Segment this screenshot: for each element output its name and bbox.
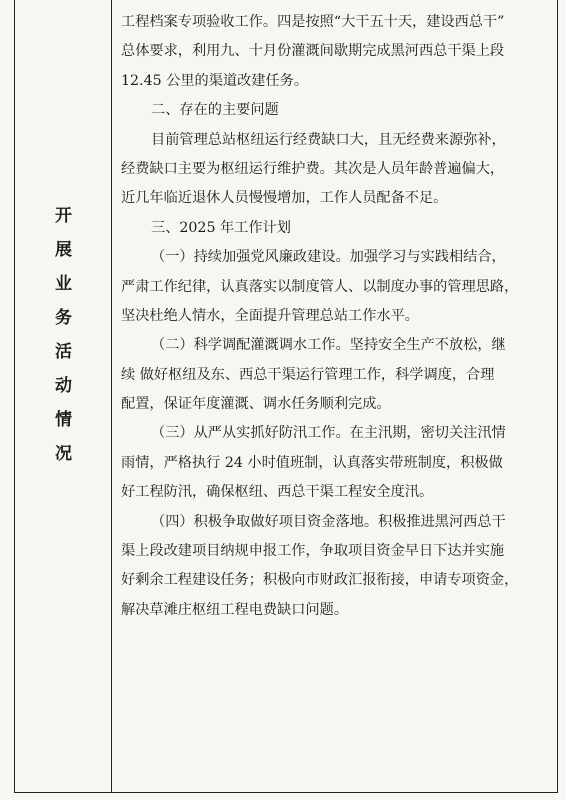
text-line: 坚决杜绝人情水，全面提升管理总站工作水平。 <box>121 307 419 324</box>
text-line: （二）科学调配灌溉调水工作。坚持安全生产不放松，继 <box>151 337 506 354</box>
section-heading: 三、2025 年工作计划 <box>151 219 291 236</box>
text-line: 好工程防汛，确保枢纽、西总干渠工程安全度汛。 <box>121 484 434 501</box>
row-label-char: 情 <box>55 410 72 430</box>
text-line: （三）从严从实抓好防汛工作。在主汛期，密切关注汛情 <box>151 425 506 442</box>
row-label-char: 务 <box>55 308 72 328</box>
row-label-char: 业 <box>55 274 72 294</box>
row-label-char: 活 <box>55 342 72 362</box>
row-label-cell <box>15 0 112 792</box>
text-line: 渠上段改建项目纳规申报工作，争取项目资金早日下达并实施 <box>121 543 505 560</box>
text-line: 工程档案专项验收工作。四是按照“大干五十天，建设西总干” <box>121 14 505 30</box>
text-line: 12.45 公里的渠道改建任务。 <box>121 72 309 89</box>
row-label <box>15 200 112 472</box>
text-line: 目前管理总站枢纽运行经费缺口大，且无经费来源弥补， <box>151 131 506 148</box>
row-label-char: 展 <box>55 240 72 260</box>
row-label-char: 动 <box>55 376 72 396</box>
content-cell <box>112 0 557 792</box>
plan-item <box>121 419 551 507</box>
paragraph-problems <box>121 126 551 214</box>
text-line: 雨情，严格执行 24 小时值班制，认真落实带班制度，积极做 <box>121 454 503 471</box>
text-line: 解决草滩庄枢纽工程电费缺口问题。 <box>121 601 349 618</box>
text-line: （一）持续加强党风廉政建设。加强学习与实践相结合， <box>151 249 506 266</box>
row-label-char: 开 <box>55 206 72 226</box>
paragraph-continuation <box>121 8 551 96</box>
report-table <box>14 0 558 793</box>
text-line: 总体要求，利用九、十月份灌溉间歇期完成黑河西总干渠上段 <box>121 43 505 60</box>
text-line: 近几年临近退休人员慢慢增加，工作人员配备不足。 <box>121 190 448 207</box>
plan-item <box>121 243 551 331</box>
plan-item <box>121 508 551 626</box>
text-line: 配置，保证年度灌溉、调水任务顺利完成。 <box>121 396 391 413</box>
row-label-char: 况 <box>55 444 72 464</box>
text-line: 经费缺口主要为枢纽运行维护费。其次是人员年龄普遍偏大， <box>121 160 505 177</box>
text-line: （四）积极争取做好项目资金落地。积极推进黑河西总干 <box>151 513 506 530</box>
section-heading: 二、存在的主要问题 <box>151 102 279 119</box>
plan-item <box>121 331 551 419</box>
text-line: 好剩余工程建设任务；积极向市财政汇报衔接，申请专项资金， <box>121 572 519 589</box>
text-line: 严肃工作纪律，认真落实以制度管人、以制度办事的管理思路， <box>121 278 519 295</box>
text-line: 续 做好枢纽及东、西总干渠运行管理工作，科学调度，合理 <box>121 366 495 383</box>
